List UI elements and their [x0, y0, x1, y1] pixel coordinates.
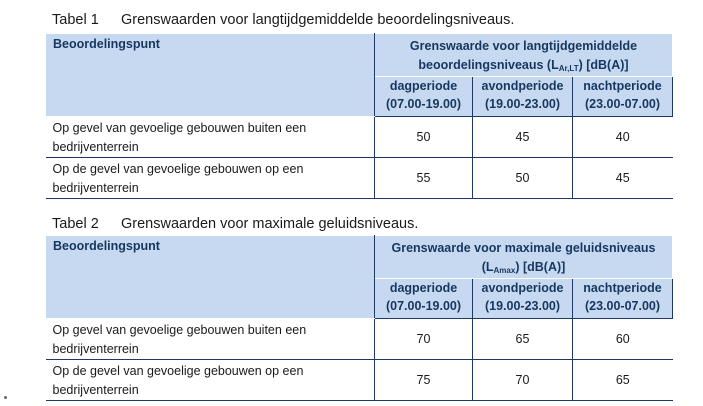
table1-row1-evening: 45 [473, 117, 573, 158]
table1 [45, 33, 673, 199]
table2-row1-day: 70 [375, 319, 473, 360]
table-row [46, 117, 673, 158]
table2-row2-evening: 70 [473, 360, 573, 401]
table-row [46, 360, 673, 401]
table2-period-day: dagperiode (07.00-19.00) [375, 279, 473, 319]
table1-row2-day: 55 [375, 158, 473, 199]
table1-row1-desc: Op gevel van gevoelige gebouwen buiten een bedrijventerrein [46, 117, 375, 158]
table1-row1-night: 40 [573, 117, 673, 158]
table2-row2-night: 65 [573, 360, 673, 401]
table1-period-day: dagperiode (07.00-19.00) [375, 77, 473, 117]
table1-caption-label: Tabel 1 [52, 12, 99, 28]
table-row [46, 158, 673, 199]
table1-period-night: nachtperiode (23.00-07.00) [573, 77, 673, 117]
table2-period-evening: avondperiode (19.00-23.00) [473, 279, 573, 319]
table2-header-point: Beoordelingspunt [46, 236, 375, 319]
table1-caption [52, 12, 514, 28]
table1-row2-evening: 50 [473, 158, 573, 199]
table1-header-value: Grenswaarde voor langtijdgemiddelde beoordelingsniveaus $(L_{Ar,LT})$ [dB(A)] [375, 34, 673, 77]
table2-row2-desc: Op de gevel van gevoelige gebouwen op een bedrijventerrein [46, 360, 375, 401]
table2-header-value: Grenswaarde voor maximale geluidsniveaus $(L_{Amax})$ [dB(A)] [375, 236, 673, 279]
table2-caption-title: Grenswaarden voor maximale geluidsniveaus. [121, 216, 419, 232]
table2-period-night: nachtperiode (23.00-07.00) [573, 279, 673, 319]
table2-row1-evening: 65 [473, 319, 573, 360]
table2-row1-night: 60 [573, 319, 673, 360]
table-row [46, 319, 673, 360]
table2 [45, 235, 673, 401]
table2-row1-desc: Op gevel van gevoelige gebouwen buiten een bedrijventerrein [46, 319, 375, 360]
page-marker-dot [4, 396, 7, 399]
table2-caption [52, 216, 418, 232]
table2-row2-day: 75 [375, 360, 473, 401]
table2-caption-label: Tabel 2 [52, 216, 99, 232]
table1-row2-desc: Op de gevel van gevoelige gebouwen op een bedrijventerrein [46, 158, 375, 199]
table1-header-point: Beoordelingspunt [46, 34, 375, 117]
table1-row2-night: 45 [573, 158, 673, 199]
table1-period-evening: avondperiode (19.00-23.00) [473, 77, 573, 117]
table1-caption-title: Grenswaarden voor langtijdgemiddelde beoordelingsniveaus. [121, 12, 515, 28]
table1-row1-day: 50 [375, 117, 473, 158]
